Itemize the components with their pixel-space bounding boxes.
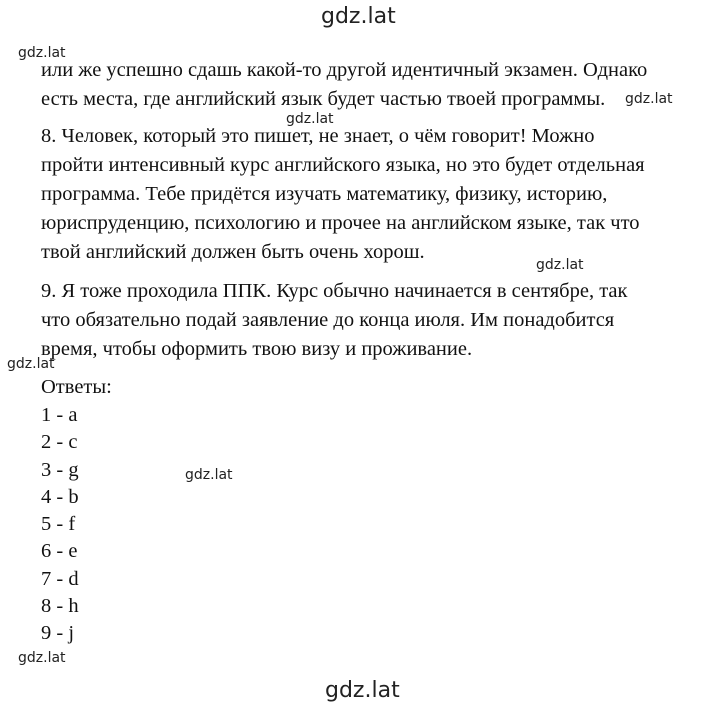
text-line: время, чтобы оформить твою визу и проживание. [41,338,473,360]
watermark-center-lower: gdz.lat [185,467,233,483]
text-line: 9. Я тоже проходила ППК. Курс обычно начинается в сентябре, так [41,280,628,302]
answer-item: 2 - c [41,431,78,454]
continuation-paragraph [41,56,713,114]
text-line: что обязательно подай заявление до конца июля. Им понадобится [41,309,615,331]
answer-item: 4 - b [41,485,79,508]
text-line: есть места, где английский язык будет частью твоей программы. [41,88,606,110]
answer-item: 1 - a [41,404,78,426]
watermark-right-middle: gdz.lat [536,257,584,273]
watermark-left-bottom: gdz.lat [18,650,66,666]
text-line: юриспруденцию, психологию и прочее на английском языке, так что [41,212,640,234]
answer-item: 3 - g [41,458,79,481]
watermark-right-upper: gdz.lat [625,91,673,107]
text-line: твой английский должен быть очень хорош. [41,241,425,263]
answer-item: 8 - h [41,595,79,618]
answer-item: 6 - e [41,540,78,563]
answer-item: 9 - j [41,622,75,645]
answers-list [41,402,79,648]
text-line: пройти интенсивный курс английского языка, но это будет отдельная [41,154,645,176]
watermark-bottom: gdz.lat [325,678,400,703]
watermark-left-middle: gdz.lat [7,356,55,372]
answers-heading: Ответы: [41,376,112,398]
answer-item: 5 - f [41,513,76,536]
paragraph-9 [41,277,713,364]
watermark-left-upper: gdz.lat [18,45,66,61]
text-line: программа. Тебе придётся изучать математику, физику, историю, [41,183,608,205]
watermark-center-upper: gdz.lat [286,111,334,127]
text-line: или же успешно сдашь какой-то другой идентичный экзамен. Однако [41,59,648,81]
text-line: 8. Человек, который это пишет, не знает, о чём говорит! Можно [41,125,595,147]
paragraph-8 [41,122,713,267]
answer-item: 7 - d [41,567,79,590]
watermark-top: gdz.lat [321,4,396,29]
